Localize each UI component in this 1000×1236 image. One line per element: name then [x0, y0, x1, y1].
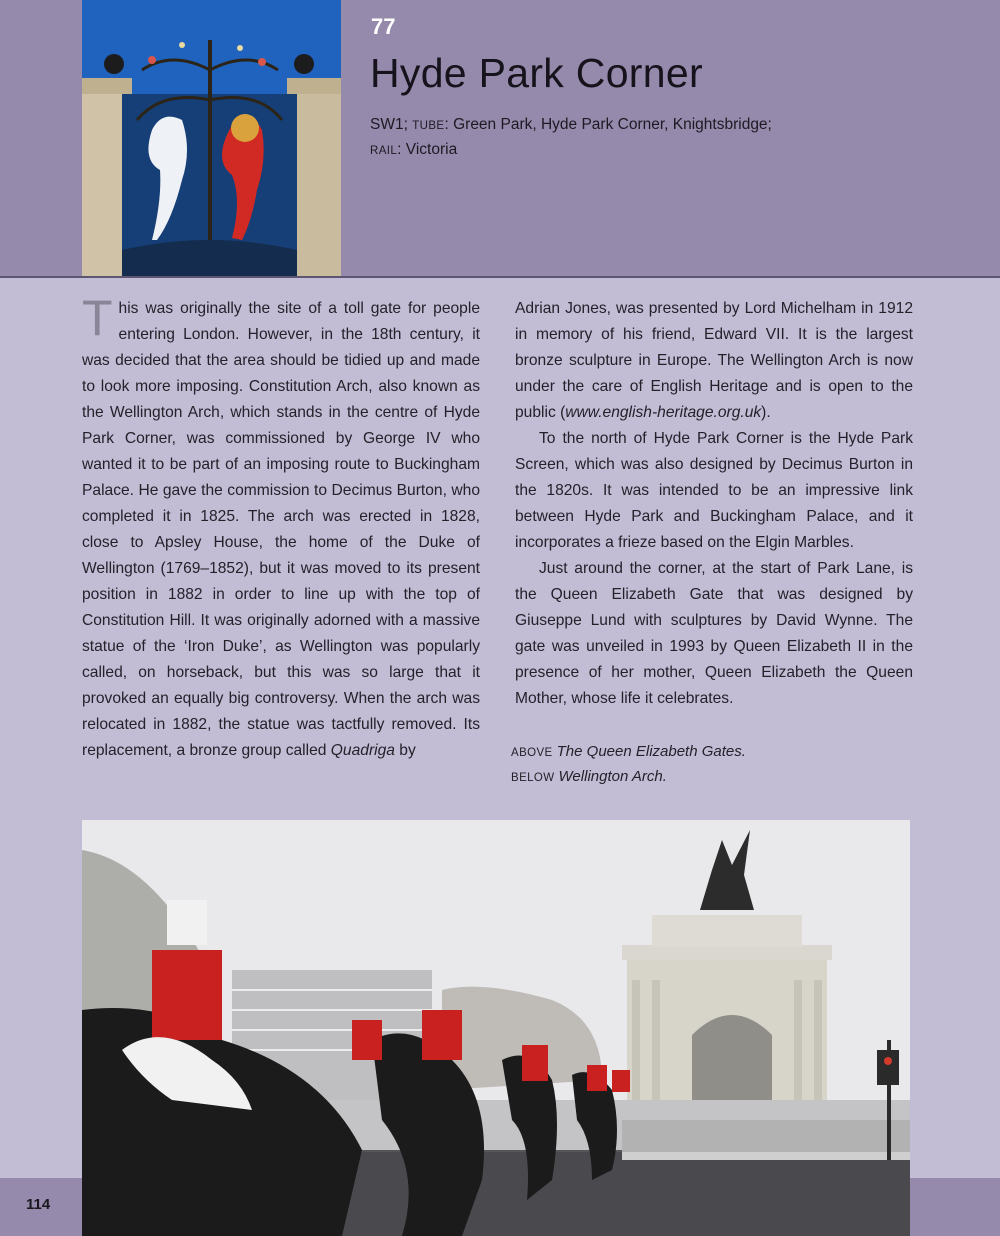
wellington-arch-photo — [82, 820, 910, 1236]
caption-below-text: Wellington Arch. — [558, 768, 667, 785]
page-title: Hyde Park Corner — [370, 50, 703, 96]
location-postcode: SW1; — [370, 116, 413, 133]
tube-label: TUBE — [412, 120, 445, 132]
location-line-2 — [370, 138, 850, 163]
caption-below — [511, 765, 746, 790]
rail-stations: : Victoria — [397, 141, 458, 158]
photo-captions — [511, 740, 746, 790]
paragraph-1-end: by — [394, 742, 416, 759]
caption-below-label: BELOW — [511, 772, 555, 784]
page-number: 114 — [26, 1196, 51, 1213]
location-line-1 — [370, 113, 850, 138]
english-heritage-url: www.english-heritage.org.uk — [565, 404, 762, 421]
body-column-right — [515, 296, 913, 712]
body-paragraph-1 — [82, 290, 480, 764]
body-paragraph-2: To the north of Hyde Park Corner is the Hyde Park Screen, which was also designed by Decimus Burton in the 1820s. It was intended to be an impressive link between Hyde Park and Buckingham Palace, and it incorporates a frieze based on the Elgin Marbles. — [515, 430, 913, 551]
quadriga-title: Quadriga — [330, 742, 395, 759]
body-column-left — [82, 290, 480, 764]
tube-stations: : Green Park, Hyde Park Corner, Knightsbridge; — [444, 116, 772, 133]
location-info — [370, 113, 850, 163]
rail-label: RAIL — [370, 145, 398, 157]
drop-cap: T — [82, 290, 113, 346]
caption-above-label: ABOVE — [511, 747, 553, 759]
paragraph-1-text: his was originally the site of a toll gate for people entering London. However, in the 18th century, it was decided that the area should be tidied up and made to look more imposing. Constitution Arch, also known as the Wellington Arch, which stands in the centre of Hyde Park Corner, was commissioned by George IV who wanted it to be part of an imposing route to Buckingham Palace. He gave the commission to Decimus Burton, who completed it in 1825. The arch was erected in 1828, close to Apsley House, the home of the Duke of Wellington (1769–1852), but it was moved to its present position in 1882 in order to line up with the top of Constitution Hill. It was originally adorned with a massive statue of the ‘Iron Duke’, as Wellington was popularly called, on horseback, but this was so large that it provoked an equally big controversy. When the arch was relocated in 1882, the statue was tactfully removed. Its replacement, a bronze group called — [82, 300, 480, 759]
entry-number: 77 — [371, 14, 396, 39]
caption-above — [511, 740, 746, 765]
caption-above-text: The Queen Elizabeth Gates. — [556, 743, 746, 760]
body-paragraph-1-continued — [515, 296, 913, 426]
page-tab-right — [910, 1178, 1000, 1236]
body-paragraph-3: Just around the corner, at the start of Park Lane, is the Queen Elizabeth Gate that was designed by Giuseppe Lund with sculptures by David Wynne. The gate was unveiled in 1993 by Queen Elizabeth II in the presence of her mother, Queen Elizabeth the Queen Mother, whose life it celebrates. — [515, 560, 913, 707]
queen-elizabeth-gates-photo — [82, 0, 341, 276]
paragraph-1-close: ). — [761, 404, 771, 421]
paragraph-1-cont-text: Adrian Jones, was presented by Lord Michelham in 1912 in memory of his friend, Edward VII. It is the largest bronze sculpture in Europe. The Wellington Arch is now under the care of English Heritage and is open to the public ( — [515, 300, 913, 421]
